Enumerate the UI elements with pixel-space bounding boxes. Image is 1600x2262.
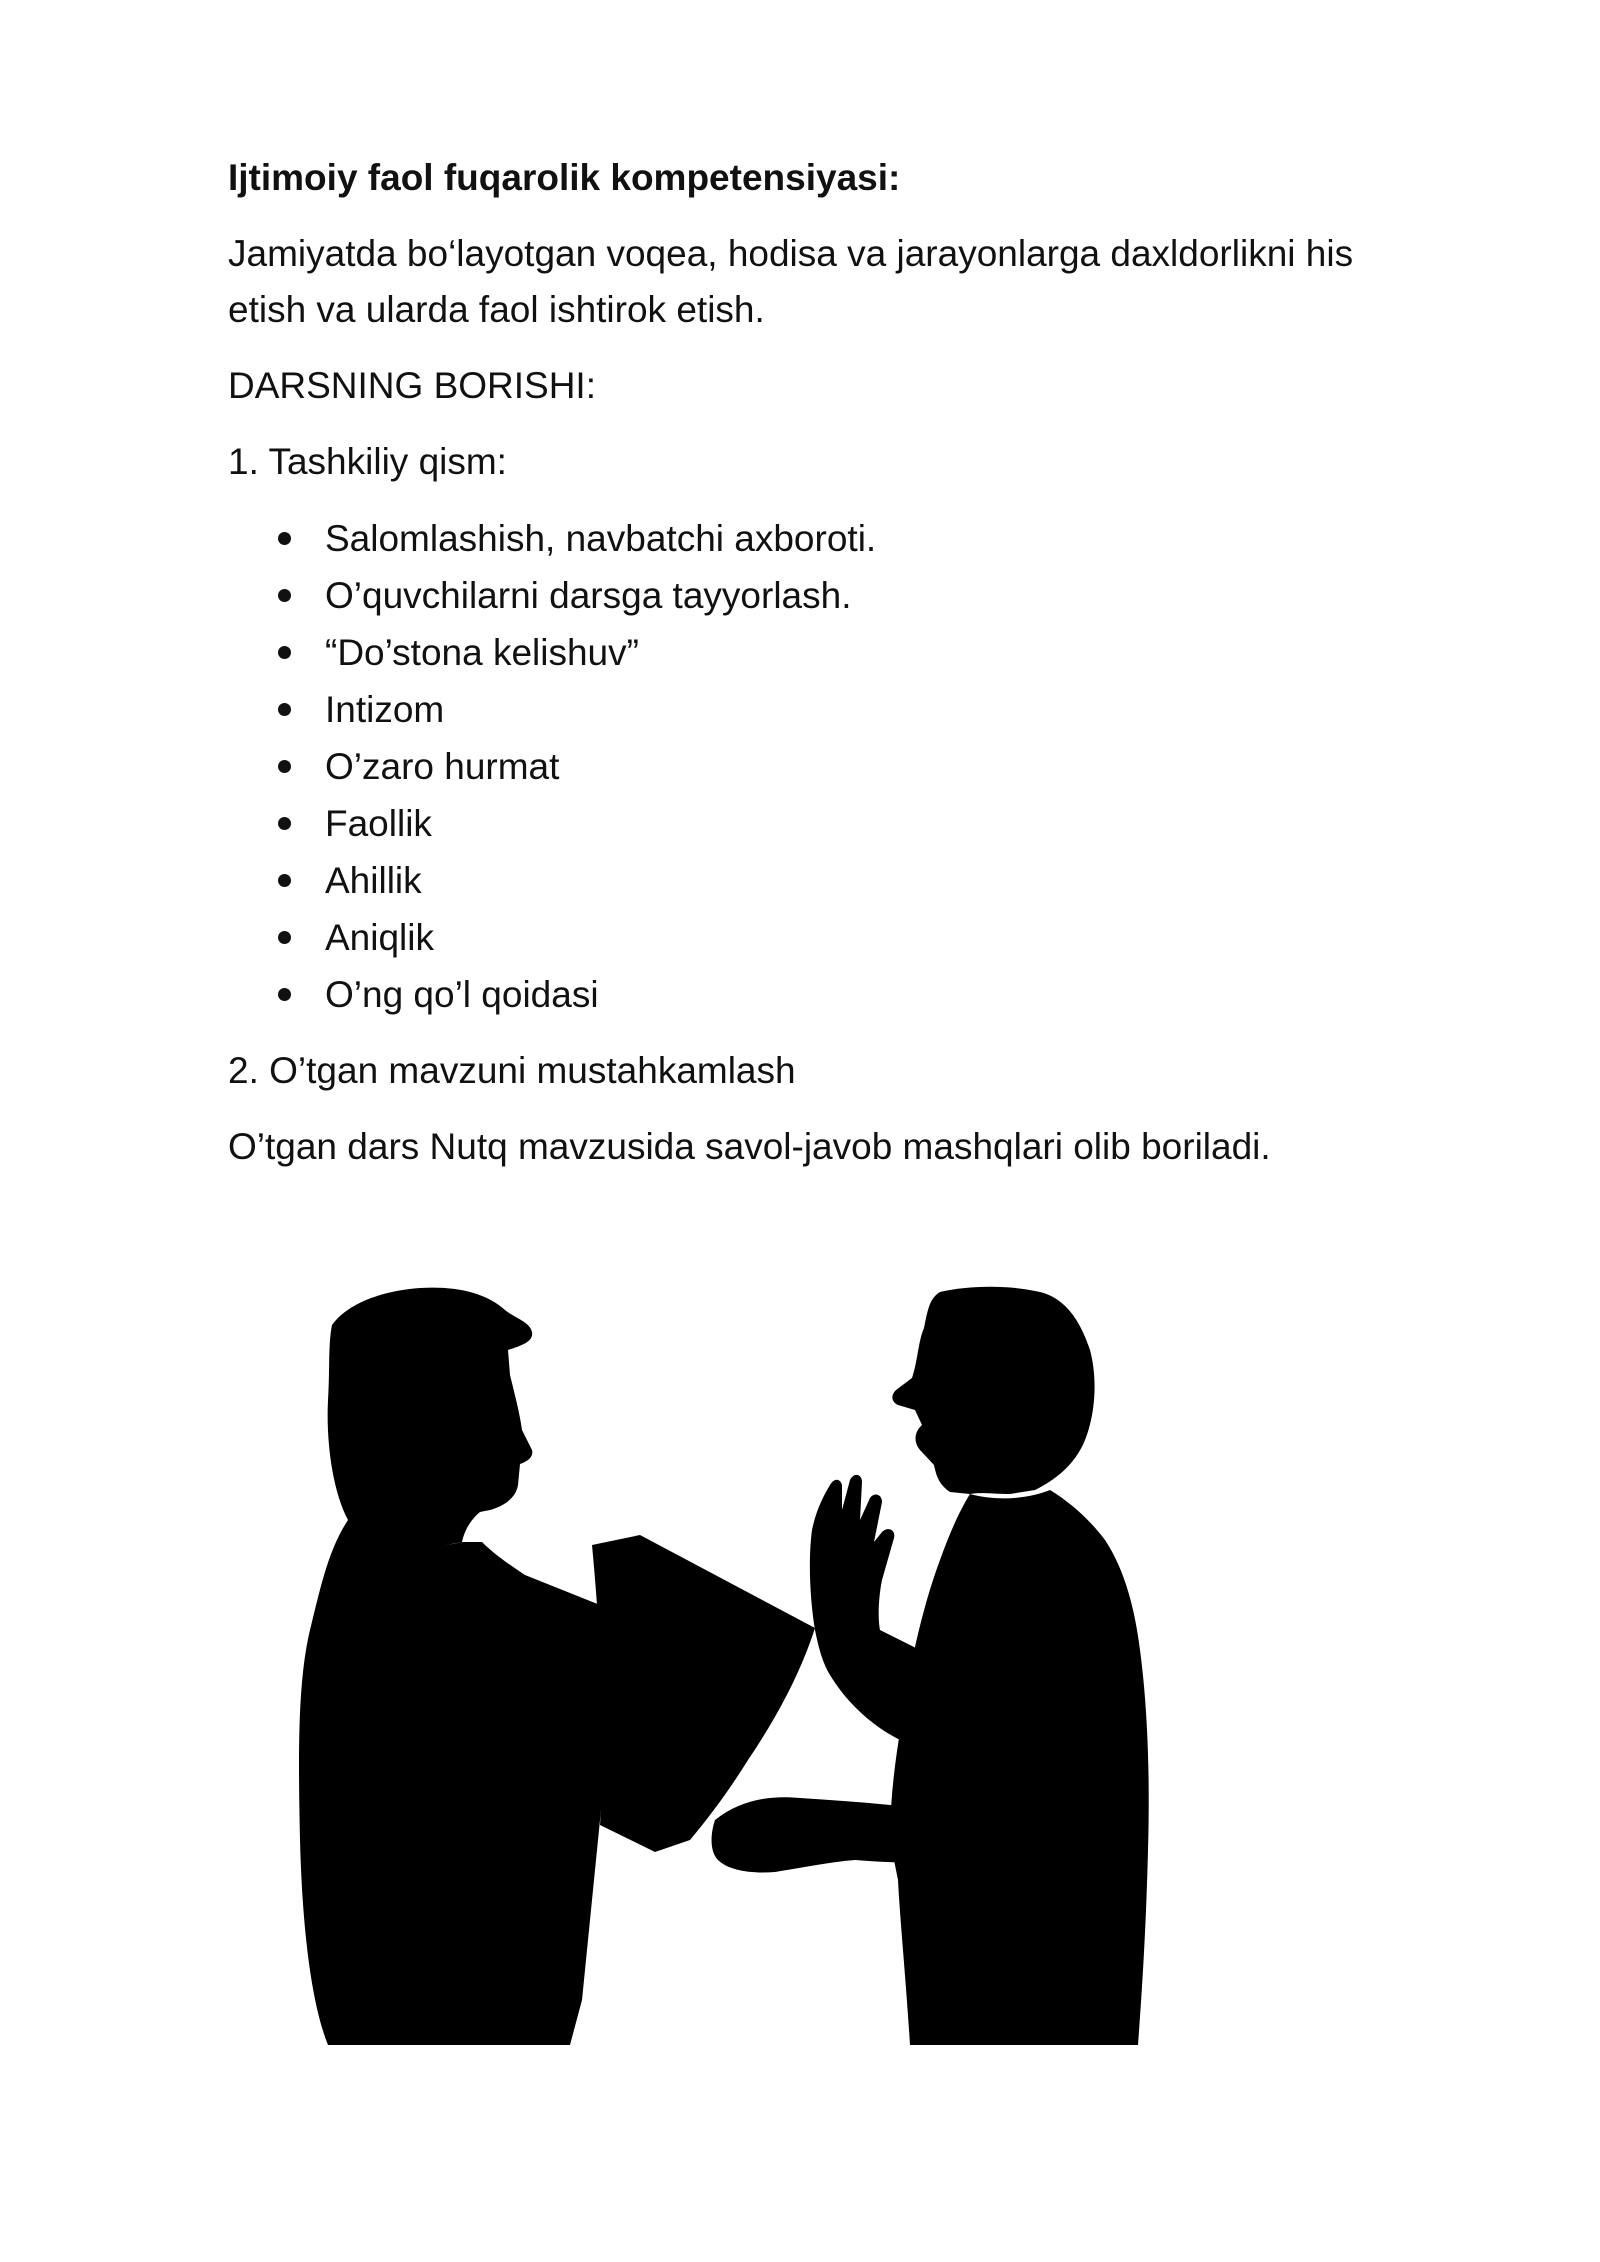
list-item	[228, 795, 1428, 852]
left-person-head	[328, 1288, 533, 1551]
list-item-text: Ahillik	[325, 860, 422, 901]
silhouette-svg	[270, 1280, 1270, 2045]
list-item-text: O’ng qo’l qoidasi	[325, 974, 599, 1015]
document-heading: Ijtimoiy faol fuqarolik kompetensiyasi:	[228, 157, 901, 198]
list-item	[228, 852, 1428, 909]
list-item	[228, 624, 1428, 681]
bullet-icon	[278, 988, 291, 1001]
list-item	[228, 966, 1428, 1023]
list-item-text: “Do’stona kelishuv”	[325, 632, 639, 673]
step1-list	[228, 510, 1428, 1023]
bullet-icon	[278, 760, 291, 773]
list-item	[228, 909, 1428, 966]
bullet-icon	[278, 646, 291, 659]
bullet-icon	[278, 817, 291, 830]
step2-title: 2. O’tgan mavzuni mustahkamlash	[228, 1050, 796, 1091]
list-item	[228, 567, 1428, 624]
bullet-icon	[278, 703, 291, 716]
two-people-silhouette-icon	[270, 1280, 1270, 2045]
right-person-lower-hand	[712, 1797, 930, 1872]
list-item-text: Faollik	[325, 803, 432, 844]
list-item	[228, 510, 1428, 567]
list-item-text: Aniqlik	[325, 917, 434, 958]
right-person-body	[890, 1490, 1149, 2045]
right-person-head	[892, 1287, 1094, 1494]
bullet-icon	[278, 532, 291, 545]
bullet-icon	[278, 589, 291, 602]
intro-paragraph: Jamiyatda bo‘layotgan voqea, hodisa va jarayonlarga daxldorlikni his etish va ularda faol ishtirok etish.	[228, 233, 1354, 330]
document-body	[228, 150, 1428, 1195]
list-item-text: O’zaro hurmat	[325, 746, 560, 787]
step2-paragraph: O’tgan dars Nutq mavzusida savol-javob mashqlari olib boriladi.	[228, 1126, 1271, 1167]
step1-title: 1. Tashkiliy qism:	[228, 441, 507, 482]
list-item	[228, 738, 1428, 795]
list-item-text: Intizom	[325, 689, 445, 730]
list-item-text: O’quvchilarni darsga tayyorlash.	[325, 575, 852, 616]
left-person-body	[299, 1520, 620, 2045]
bullet-icon	[278, 931, 291, 944]
list-item-text: Salomlashish, navbatchi axboroti.	[325, 518, 877, 559]
section-title: DARSNING BORISHI:	[228, 365, 596, 406]
list-item	[228, 681, 1428, 738]
bullet-icon	[278, 874, 291, 887]
